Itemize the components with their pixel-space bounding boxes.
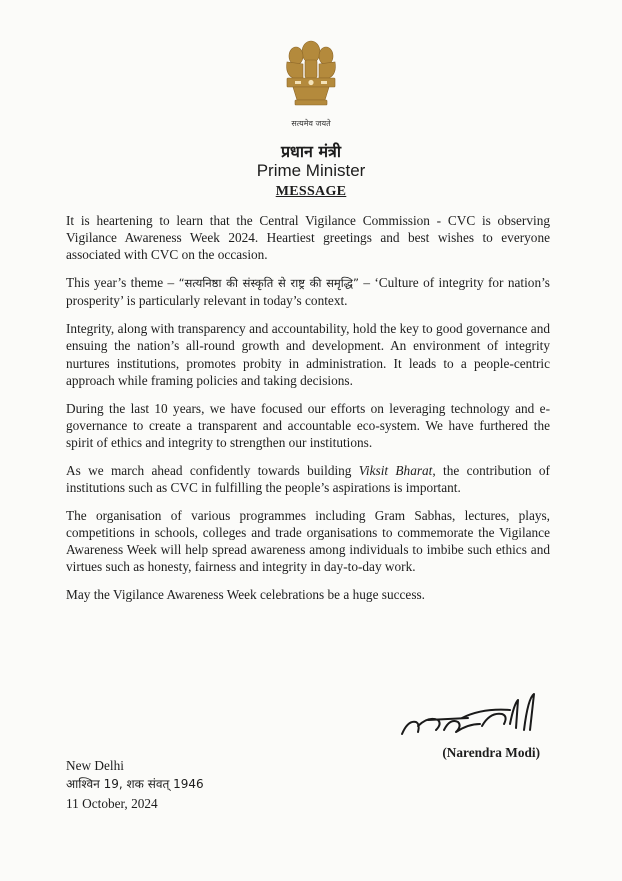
paragraph-5 bbox=[66, 462, 550, 496]
title-hindi: प्रधान मंत्री bbox=[280, 142, 342, 161]
p5-before: As we march ahead confidently towards building bbox=[66, 462, 359, 478]
p2-before: This year’s theme – bbox=[66, 275, 179, 291]
place-date-block bbox=[66, 756, 204, 813]
p5-after: , the contribution of institutions such as CVC in fulfilling the people’s aspirations is important. bbox=[66, 462, 550, 496]
message-body bbox=[66, 212, 550, 614]
paragraph-2 bbox=[66, 274, 550, 309]
handwritten-signature bbox=[398, 690, 548, 746]
paragraph-4: During the last 10 years, we have focused our efforts on leveraging technology and e-governance to create a transparent and accountable eco-system. We have furthered the spirit of ethics and integrity to strengthen our institutions. bbox=[66, 400, 550, 451]
paragraph-6: The organisation of various programmes including Gram Sabhas, lectures, plays, competitions in schools, colleges and trade organisations to commemorate the Vigilance Awareness Week will help spread awareness among individuals to imbibe such ethics and virtues such as honesty, fairness and integrity in day-to-day work. bbox=[66, 507, 550, 575]
p2-after: – ‘Culture of integrity for nation’s prosperity’ is particularly relevant in today’s context. bbox=[66, 275, 550, 309]
lion-capital-emblem-icon bbox=[281, 34, 341, 116]
place: New Delhi bbox=[66, 758, 124, 773]
paragraph-3: Integrity, along with transparency and accountability, hold the key to good governance and ensuing the nation’s all-round growth and development. An environment of integrity nurtures institutions, promotes probity in administration. It leads to a people-centric approach while framing policies and taking decisions. bbox=[66, 321, 550, 388]
national-emblem bbox=[258, 34, 364, 134]
date-english: 11 October, 2024 bbox=[66, 796, 158, 811]
message-heading-text: MESSAGE bbox=[275, 184, 347, 199]
signatory-name: (Narendra Modi) bbox=[442, 745, 540, 760]
p5-italic: Viksit Bharat bbox=[358, 462, 433, 478]
title-english: Prime Minister bbox=[256, 161, 366, 180]
date-hindi: आश्विन 19, शक संवत् 1946 bbox=[66, 777, 204, 791]
message-heading bbox=[0, 184, 622, 200]
p2-hindi-theme: “सत्यनिष्ठा की संस्कृति से राष्ट्र की समृद्धि” bbox=[178, 276, 359, 291]
paragraph-7: May the Vigilance Awareness Week celebrations be a huge success. bbox=[66, 587, 426, 603]
paragraph-1: It is heartening to learn that the Central Vigilance Commission - CVC is observing Vigilance Awareness Week 2024. Heartiest greetings and best wishes to everyone associated with CVC on the occasion. bbox=[66, 213, 550, 263]
emblem-motto: सत्यमेव जयते bbox=[291, 119, 331, 128]
